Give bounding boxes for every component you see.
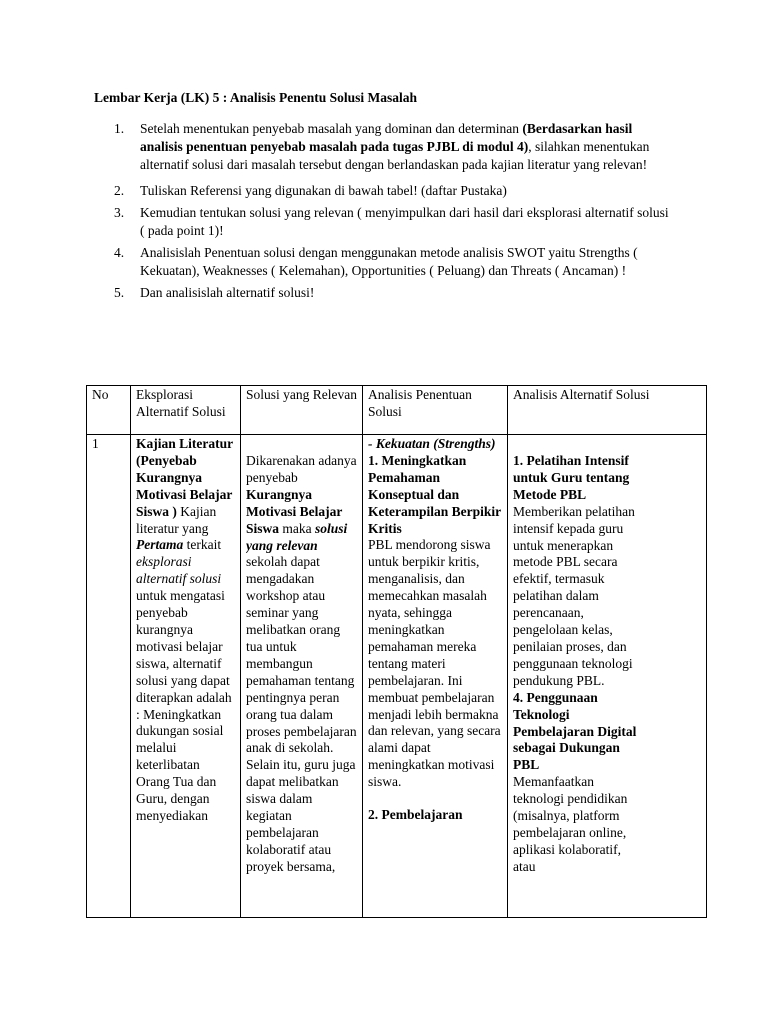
cell-solusi-relevan bbox=[241, 435, 363, 918]
row-number: 1 bbox=[92, 436, 99, 451]
cell-analisis-penentuan bbox=[363, 435, 508, 918]
header-eksplorasi: Eksplorasi Alternatif Solusi bbox=[131, 386, 241, 435]
point-1-heading: 1. Meningkatkan Pemahaman Konseptual dan Keterampilan Berpikir Kritis bbox=[368, 452, 501, 536]
solusi-text: maka bbox=[279, 520, 316, 536]
alt-4-text: Memanfaatkan teknologi pendidikan (misalnya, platform pembelajaran online, aplikasi kolaboratif, atau bbox=[513, 774, 628, 874]
point-1-text: PBL mendorong siswa untuk berpikir kritis, menganalisis, dan memecahkan masalah nyata, sehingga meningkatkan pemahaman mereka tentang materi pembelajaran. Ini membuat pembelajaran menjadi lebih bermakna dan relevan, yang secara alami dapat meningkatkan motivasi siswa. bbox=[368, 537, 501, 790]
alt-1-heading: 1. Pelatihan Intensif untuk Guru tentang Metode PBL bbox=[513, 453, 630, 502]
eksplorasi-emphasis: Pertama bbox=[136, 537, 184, 553]
instruction-item-4 bbox=[114, 244, 674, 280]
analysis-table bbox=[86, 385, 707, 918]
cell-no bbox=[87, 435, 131, 918]
header-analisis-alternatif: Analisis Alternatif Solusi bbox=[508, 386, 707, 435]
eksplorasi-text: untuk mengatasi penyebab kurangnya motivasi belajar siswa, alternatif solusi yang dapat diterapkan adalah : Meningkatkan dukungan sosial melalui keterlibatan Orang Tua dan Guru, dengan menyediakan bbox=[136, 588, 232, 823]
instruction-text: , silahkan menentukan alternatif solusi dari masalah tersebut dengan berlandaskan pada kajian literatur yang relevan! bbox=[140, 139, 650, 172]
instruction-number: 3. bbox=[114, 205, 125, 220]
eksplorasi-heading: Kajian Literatur (Penyebab Kurangnya Motivasi Belajar Siswa ) bbox=[136, 436, 233, 519]
instruction-list bbox=[114, 120, 674, 306]
eksplorasi-text: terkait bbox=[183, 537, 222, 553]
table-header-row bbox=[87, 386, 707, 435]
instruction-item-2 bbox=[114, 182, 674, 200]
instruction-text: Dan analisislah alternatif solusi! bbox=[140, 285, 315, 300]
header-solusi-relevan: Solusi yang Relevan bbox=[241, 386, 363, 435]
header-analisis-penentuan: Analisis Penentuan Solusi bbox=[363, 386, 508, 435]
instruction-item-5 bbox=[114, 284, 674, 302]
instruction-number: 4. bbox=[114, 245, 125, 260]
instruction-number: 2. bbox=[114, 183, 125, 198]
instruction-text: Setelah menentukan penyebab masalah yang dominan dan determinan bbox=[140, 121, 523, 136]
eksplorasi-text: Kajian literatur yang bbox=[136, 503, 217, 536]
table-row bbox=[87, 435, 707, 918]
instruction-bold-text: (Berdasarkan hasil analisis penentuan penyebab masalah pada tugas PJBL di modul 4) bbox=[140, 121, 633, 154]
instruction-item-3 bbox=[114, 204, 674, 240]
solusi-emphasis: solusi yang relevan bbox=[246, 520, 348, 553]
instruction-number: 5. bbox=[114, 285, 125, 300]
solusi-bold: Kurangnya Motivasi Belajar Siswa bbox=[246, 486, 343, 536]
alt-4-heading: 4. Penggunaan Teknologi Pembelajaran Digital sebagai Dukungan PBL bbox=[513, 689, 637, 773]
solusi-text: sekolah dapat mengadakan workshop atau seminar yang melibatkan orang tua untuk membangun pemahaman tentang pentingnya peran orang tua dalam proses pembelajaran anak di sekolah. Selain itu, guru juga dapat melibatkan siswa dalam kegiatan pembelajaran kolaboratif atau proyek bersama, bbox=[246, 554, 357, 874]
header-no: No bbox=[87, 386, 131, 435]
instruction-text: Analisislah Penentuan solusi dengan menggunakan metode analisis SWOT yaitu Strengths ( Kekuatan), Weaknesses ( Kelemahan), Opportunities ( Peluang) dan Threats ( Ancaman) ! bbox=[140, 245, 638, 278]
alt-1-text: Memberikan pelatihan intensif kepada guru untuk menerapkan metode PBL secara efektif, termasuk pelatihan dalam perencanaan, pengelolaan kelas, penilaian proses, dan penggunaan teknologi pendukung PBL. bbox=[513, 503, 635, 688]
instruction-text: Kemudian tentukan solusi yang relevan ( menyimpulkan dari hasil dari eksplorasi alternatif solusi ( pada point 1)! bbox=[140, 205, 669, 238]
cell-eksplorasi bbox=[131, 435, 241, 918]
eksplorasi-italic: eksplorasi alternatif solusi bbox=[136, 554, 222, 587]
worksheet-title: Lembar Kerja (LK) 5 : Analisis Penentu Solusi Masalah bbox=[94, 90, 418, 105]
strengths-label: - Kekuatan (Strengths) bbox=[368, 436, 496, 451]
instruction-item-1 bbox=[114, 120, 674, 174]
instruction-text: Tuliskan Referensi yang digunakan di bawah tabel! (daftar Pustaka) bbox=[140, 183, 507, 198]
cell-analisis-alternatif bbox=[508, 435, 707, 918]
point-2-heading: 2. Pembelajaran bbox=[368, 807, 463, 823]
instruction-number: 1. bbox=[114, 121, 125, 136]
solusi-text: Dikarenakan adanya penyebab bbox=[246, 453, 357, 485]
